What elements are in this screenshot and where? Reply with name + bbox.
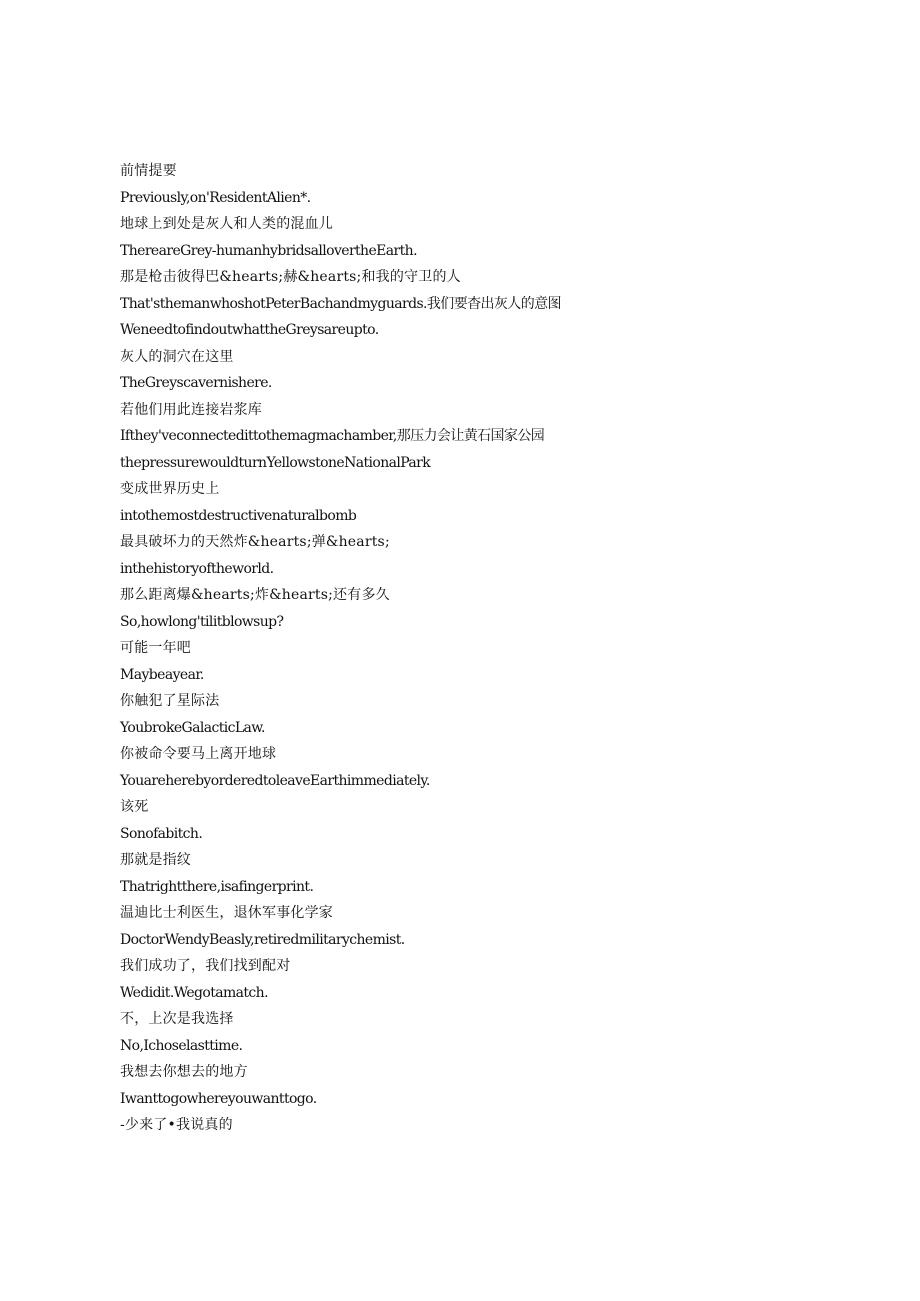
subtitle-line: 灰人的洞穴在这里 <box>120 348 234 365</box>
subtitle-line: ThereareGrey-humanhybridsallovertheEarth. <box>120 242 417 259</box>
subtitle-line: TheGreyscavernishere. <box>120 375 272 391</box>
subtitle-line: 那就是指纹 <box>120 852 191 868</box>
subtitle-line: Sonofabitch. <box>120 825 203 842</box>
subtitle-line: 你触犯了星际法 <box>120 693 220 709</box>
subtitle-line: 若他们用此连接岩浆库 <box>120 401 262 418</box>
subtitle-line: That'sthemanwhoshotPeterBachandmyguards.我们要杳出灰人的意图 <box>120 295 561 312</box>
subtitle-line: -少来了•我说真的 <box>120 1117 233 1133</box>
subtitle-line: 温迪比士利医生，退休军事化学家 <box>120 905 333 921</box>
subtitle-line: DoctorWendyBeasly,retiredmilitarychemist. <box>120 931 405 948</box>
subtitle-line: 变成世界历史上 <box>120 481 220 497</box>
subtitle-line: Iwanttogowhereyouwanttogo. <box>120 1090 317 1107</box>
subtitle-line: 不，上次是我选择 <box>120 1011 234 1027</box>
subtitle-line: Wedidit.Wegotamatch. <box>120 984 268 1001</box>
subtitle-line: 前情提要 <box>120 163 177 179</box>
subtitle-line: 最具破坏力的天然炸&hearts;弹&hearts; <box>120 534 390 550</box>
subtitle-line: intothemostdestructivenaturalbomb <box>120 507 357 524</box>
subtitle-line: Maybeayear. <box>120 666 204 683</box>
subtitle-line: WeneedtofindoutwhattheGreysareupto. <box>120 322 379 338</box>
subtitle-line: 那么距离爆&hearts;炸&hearts;还有多久 <box>120 587 390 603</box>
subtitle-line: Previously,on'ResidentAlien*. <box>120 189 311 206</box>
subtitle-line: YouareherebyorderedtoleaveEarthimmediately. <box>120 772 430 789</box>
subtitle-line: 该死 <box>120 799 149 815</box>
subtitle-line: inthehistoryoftheworld. <box>120 560 274 577</box>
subtitle-line: thepressurewouldturnYellowstoneNationalPark <box>120 454 431 471</box>
subtitle-line: No,Ichoselasttime. <box>120 1037 243 1054</box>
subtitle-line: Thatrightthere,isafingerprint. <box>120 878 314 895</box>
subtitle-line: 可能一年吧 <box>120 640 191 656</box>
subtitle-line: YoubrokeGalacticLaw. <box>120 719 265 736</box>
subtitle-line: 那是枪击彼得巴&hearts;赫&hearts;和我的守卫的人 <box>120 269 461 285</box>
subtitle-line: 我想去你想去的地方 <box>120 1064 248 1080</box>
subtitle-line: 你被命令要马上离开地球 <box>120 746 277 762</box>
subtitle-line: Ifthey'veconnectedittothemagmachamber,那压力会让黄石国家公园 <box>120 428 545 444</box>
subtitle-line: So,howlong'tilitblowsup? <box>120 613 284 630</box>
subtitle-line: 地球上到处是灰人和人类的混血儿 <box>120 216 333 232</box>
subtitle-list <box>120 158 820 1139</box>
subtitle-line: 我们成功了，我们找到配对 <box>120 958 291 974</box>
